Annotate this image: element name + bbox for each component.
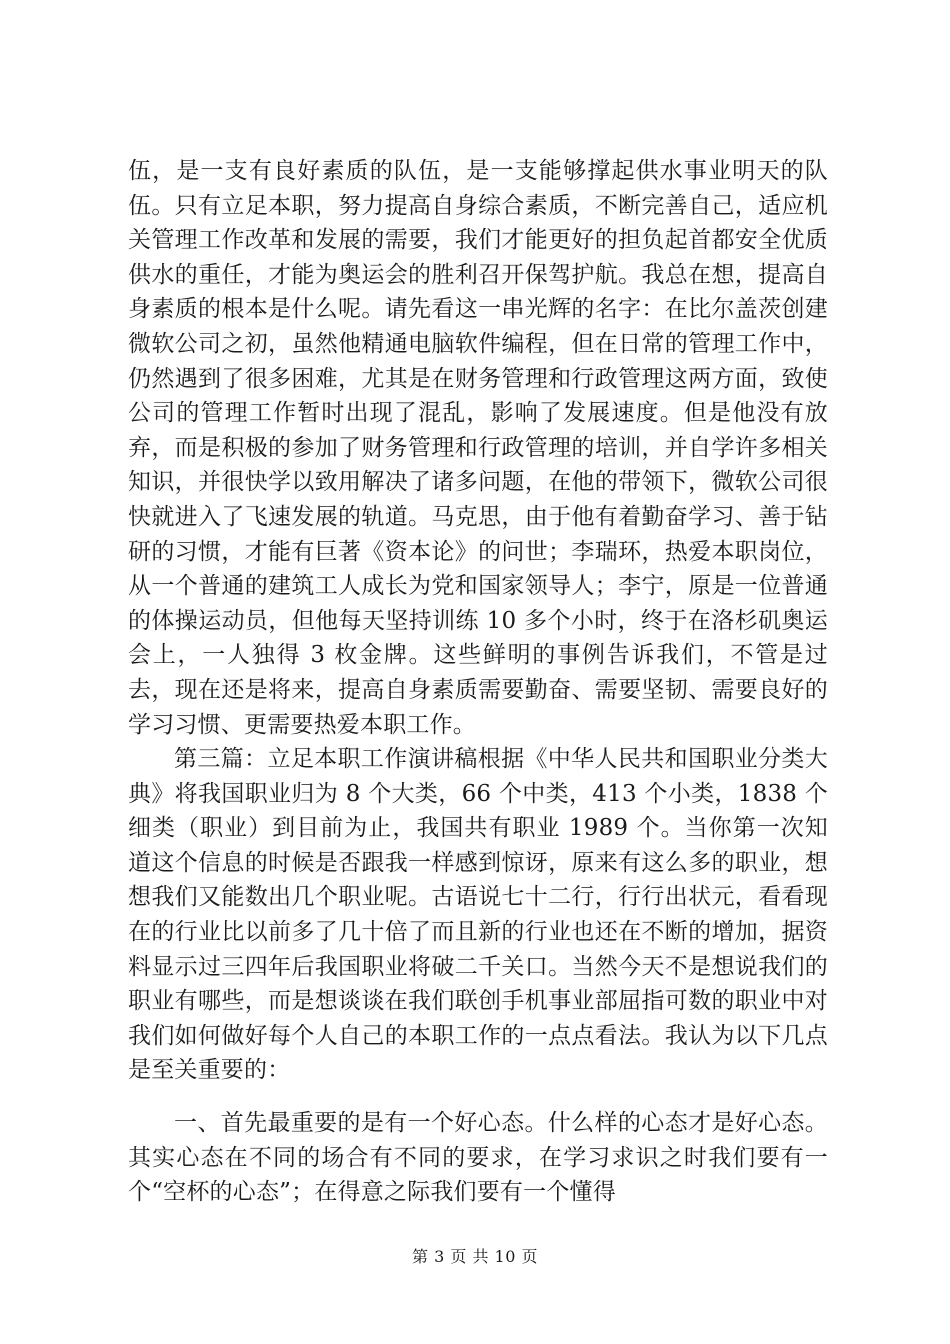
- paragraph-section-three: 第三篇：立足本职工作演讲稿根据《中华人民共和国职业分类大典》将我国职业归为 8 个大类，66 个中类，413 个小类，1838 个细类（职业）到目前为止，我国共有职业 1989 个。当你第一次知道这个信息的时候是否跟我一样感到惊讶，原来有这么多的职业，想想我们又能数出几个职业呢。古语说七十二行，行行出状元，看看现在的行业比以前多了几十倍了而且新的行业也还在不断的增加，据资料显示过三四年后我国职业将破二千关口。当然今天不是想说我们的职业有哪些，而是想谈谈在我们联创手机事业部屈指可数的职业中对我们如何做好每个人自己的本职工作的一点点看法。我认为以下几点是至关重要的：: [128, 746, 828, 1084]
- paragraph-point-one: 一、首先最重要的是有一个好心态。什么样的心态才是好心态。其实心态在不同的场合有不同的要求，在学习求识之时我们要有一个“空杯的心态”；在得意之际我们要有一个懂得: [128, 1110, 828, 1206]
- page-footer: 第 3 页 共 10 页: [412, 1247, 538, 1266]
- paragraph-continuation: 伍，是一支有良好素质的队伍，是一支能够撑起供水事业明天的队伍。只有立足本职，努力提高自身综合素质，不断完善自己，适应机关管理工作改革和发展的需要，我们才能更好的担负起首都安全优质供水的重任，才能为奥运会的胜利召开保驾护航。我总在想，提高自身素质的根本是什么呢。请先看这一串光辉的名字：在比尔盖茨创建微软公司之初，虽然他精通电脑软件编程，但在日常的管理工作中，仍然遇到了很多困难，尤其是在财务管理和行政管理这两方面，致使公司的管理工作暂时出现了混乱，影响了发展速度。但是他没有放弃，而是积极的参加了财务管理和行政管理的培训，并自学许多相关知识，并很快学以致用解决了诸多问题，在他的带领下，微软公司很快就进入了飞速发展的轨道。马克思，由于他有着勤奋学习、善于钻研的习惯，才能有巨著《资本论》的问世；李瑞环，热爱本职岗位，从一个普通的建筑工人成长为党和国家领导人；李宁，原是一位普通的体操运动员，但他每天坚持训练 10 多个小时，终于在洛杉矶奥运会上，一人独得 3 枚金牌。这些鲜明的事例告诉我们，不管是过去，现在还是将来，提高自身素质需要勤奋、需要坚韧、需要良好的学习习惯、更需要热爱本职工作。: [128, 158, 828, 738]
- document-body: [128, 154, 828, 1210]
